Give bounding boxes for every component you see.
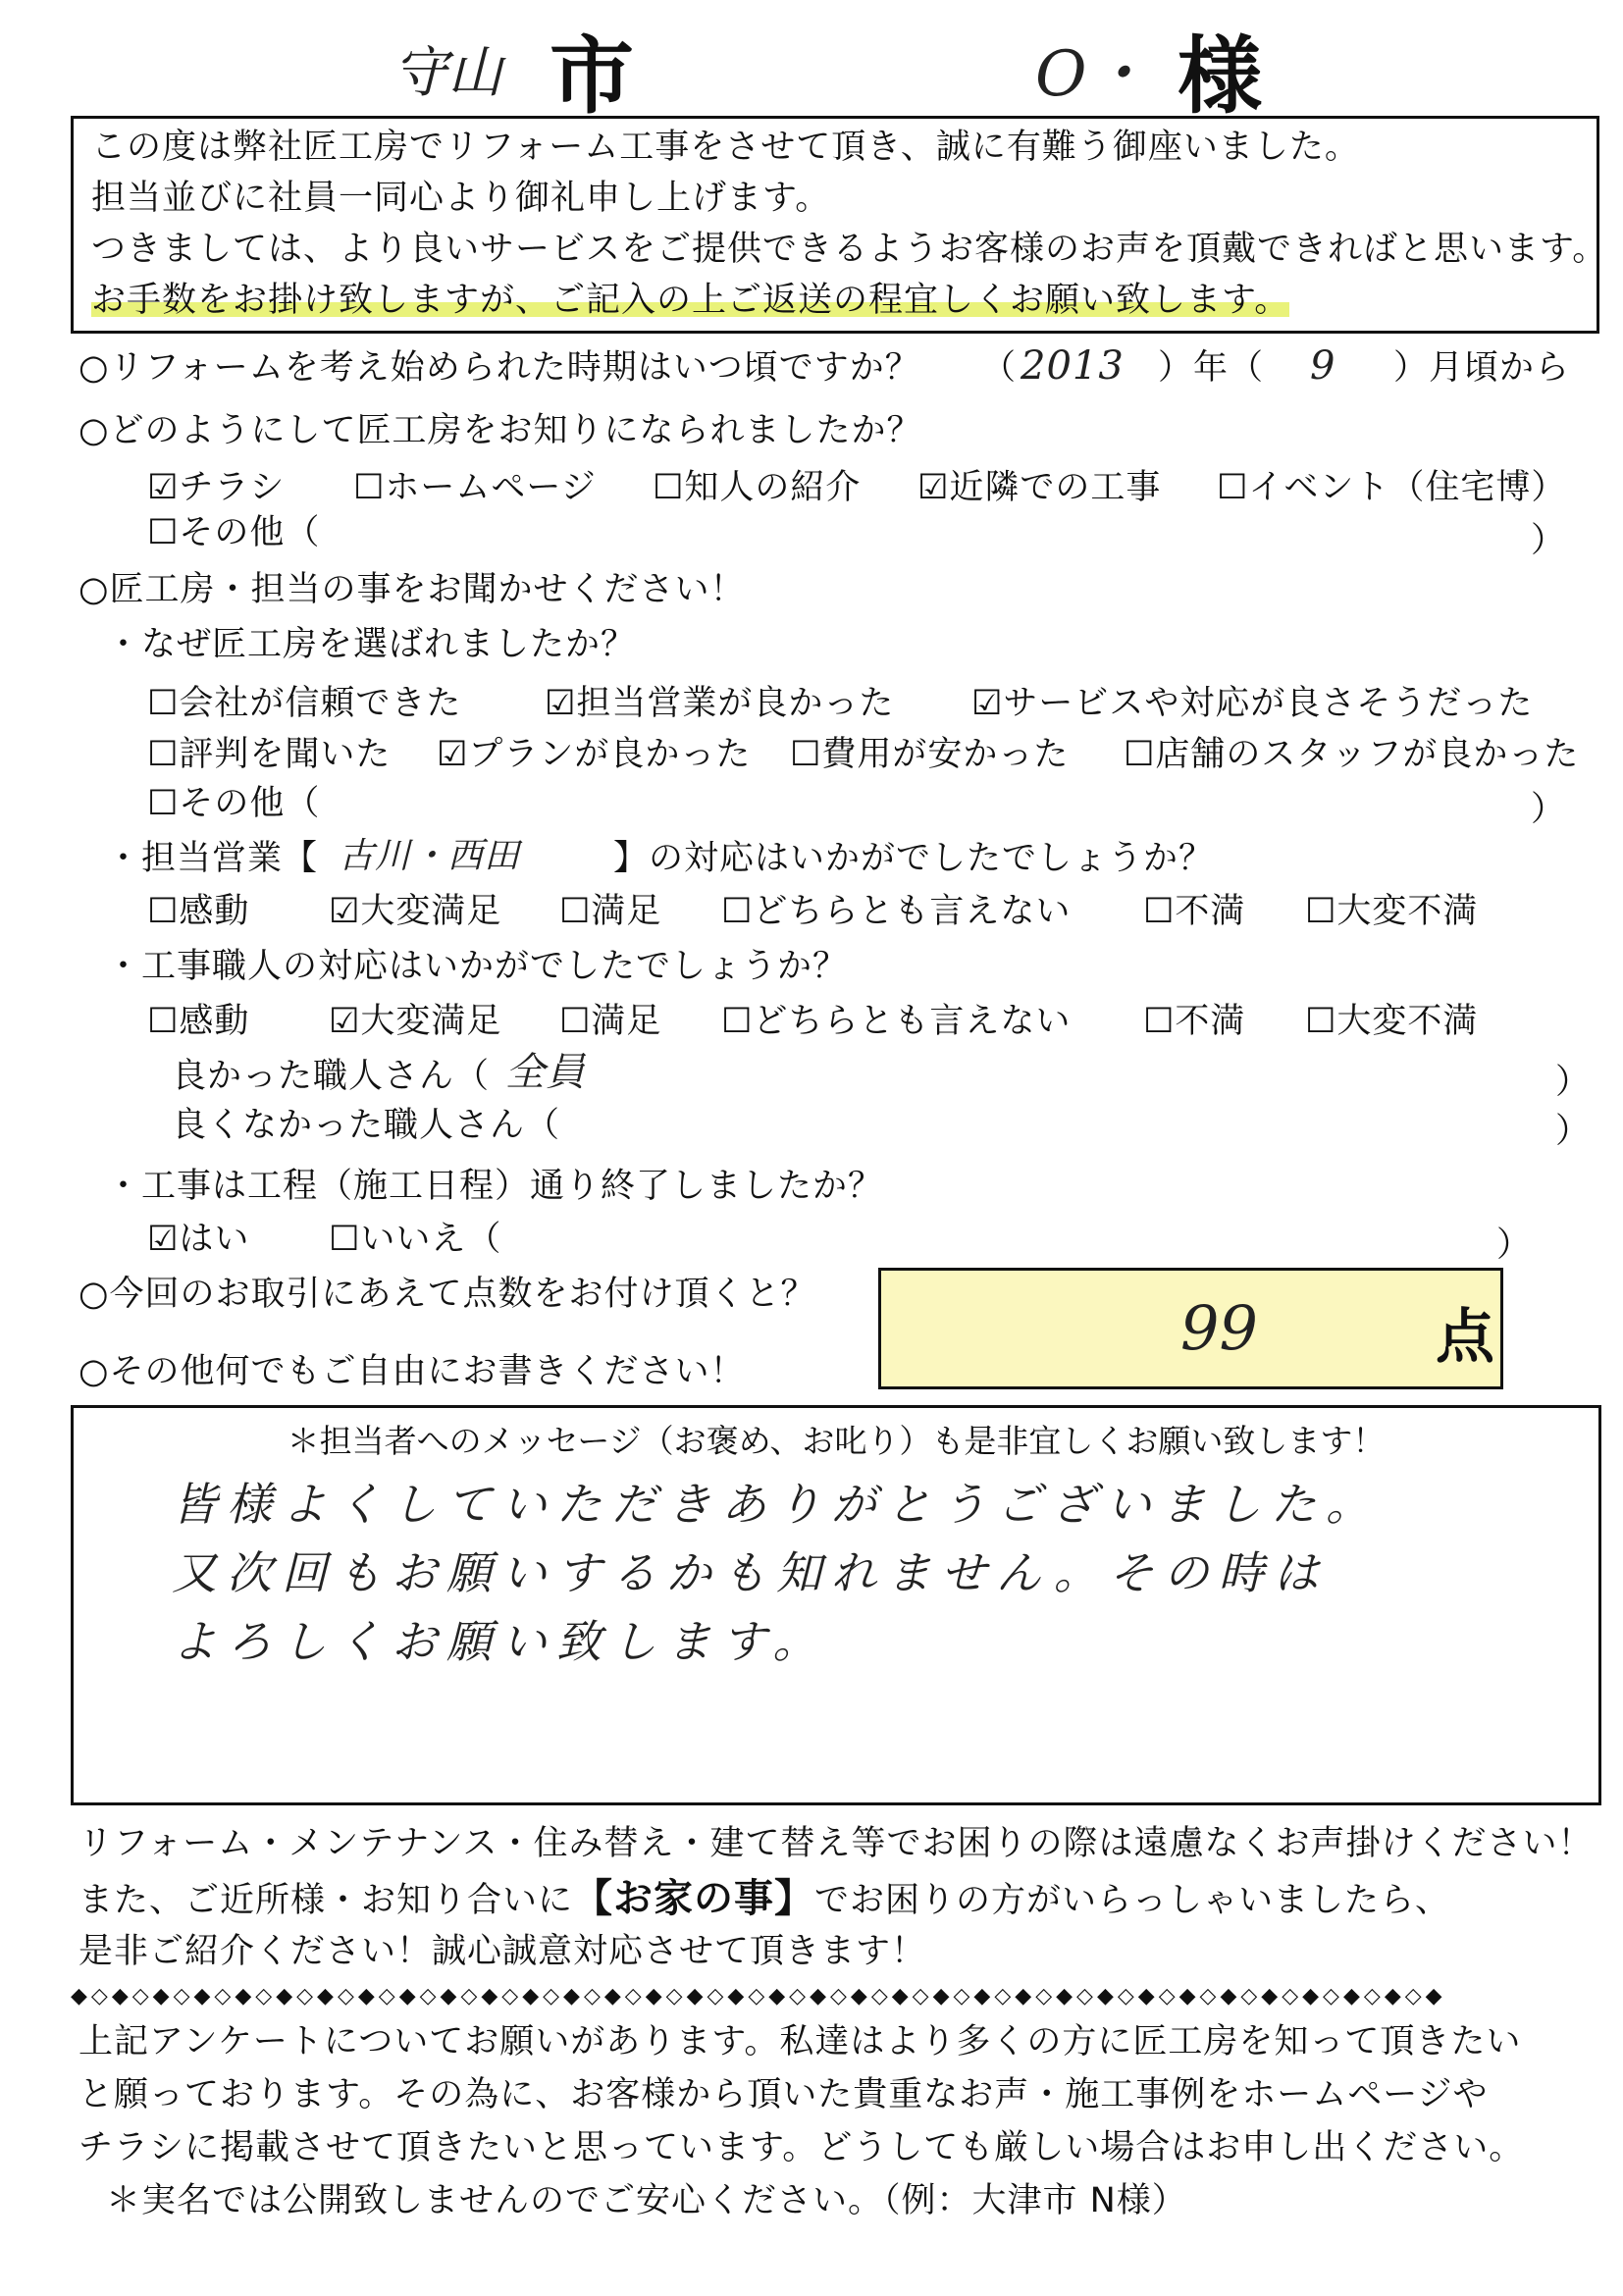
footer-line-1: リフォーム・メンテナンス・住み替え・建て替え等でお困りの際は遠慮なくお声掛けください！	[79, 1824, 1594, 1863]
intro-line-1: この度は弊社匠工房でリフォーム工事をさせて頂き、誠に有難う御座いました。	[91, 128, 1360, 167]
craft-question: ・工事職人の対応はいかがでしたでしょうか？	[106, 947, 849, 986]
checkbox-icon: ☐	[147, 513, 180, 552]
footer-line-2-post: でお困りの方がいらっしゃいましたら、	[814, 1881, 1451, 1920]
message-line-2: 又次回もお願いするかも知れません。その時は	[172, 1546, 1329, 1599]
craft-option-very-satisfied[interactable]	[329, 999, 501, 1044]
checkbox-checked-icon: ☑	[545, 684, 577, 723]
checkbox-icon: ☐	[721, 892, 754, 931]
checkbox-icon: ☐	[1143, 892, 1176, 931]
checkbox-icon: ☐	[1143, 1002, 1176, 1041]
why-option-reputation[interactable]	[147, 732, 391, 777]
q4-question: ○今回のお取引にあえて点数をお付け頂くと？	[79, 1275, 816, 1314]
footer-line-3: 是非ご紹介ください！誠心誠意対応させて頂きます！	[79, 1932, 927, 1971]
checkbox-checked-icon: ☑	[329, 1002, 361, 1041]
sales-suffix: 】の対応はいかがでしたでしょうか？	[613, 839, 1215, 878]
q1-month-label: ）月頃から	[1393, 348, 1571, 388]
checkbox-icon: ☐	[1305, 892, 1337, 931]
checkbox-checked-icon: ☑	[147, 1220, 180, 1259]
craft-option-satisfied[interactable]	[559, 999, 661, 1044]
q2-option-label: 知人の紹介	[684, 468, 862, 507]
craft-option-label: 不満	[1175, 1002, 1246, 1041]
q2-other-close: ）	[1531, 521, 1567, 560]
q2-option-homepage[interactable]	[353, 465, 597, 510]
why-option-service[interactable]	[971, 681, 1533, 726]
q2-option-flyer[interactable]	[147, 465, 285, 510]
craft-option-label: 満足	[591, 1002, 662, 1041]
checkbox-icon: ☐	[147, 1002, 180, 1041]
why-option-plan[interactable]	[437, 732, 751, 777]
intro-line-4: お手数をお掛け致しますが、ご記入の上ご返送の程宜しくお願い致します。	[91, 281, 1290, 320]
checkbox-icon: ☐	[559, 892, 592, 931]
city-suffix: 市	[550, 26, 634, 126]
footer-line-2	[79, 1876, 1450, 1923]
checkbox-icon: ☐	[147, 684, 180, 723]
good-craft-value[interactable]: 全員	[505, 1050, 586, 1095]
sales-option-label: どちらとも言えない	[753, 892, 1072, 931]
intro-box	[71, 116, 1608, 334]
why-option-label: 会社が信頼できた	[179, 684, 462, 723]
q1-year-label: ）年（	[1158, 348, 1265, 388]
craft-option-label: どちらとも言えない	[753, 1002, 1072, 1041]
intro-line-2: 担当並びに社員一同心より御礼申し上げます。	[91, 179, 831, 218]
why-option-label: 費用が安かった	[821, 735, 1070, 774]
q2-option-referral[interactable]	[653, 465, 861, 510]
craft-option-label: 感動	[179, 1002, 250, 1041]
footer-line-2-pre: また、ご近所様・お知り合いに	[79, 1881, 574, 1920]
message-box[interactable]	[71, 1405, 1601, 1805]
sales-option-very-satisfied[interactable]	[329, 889, 501, 934]
why-option-staff[interactable]	[1124, 732, 1579, 777]
checkbox-icon: ☐	[721, 1002, 754, 1041]
score-unit: 点	[1436, 1303, 1494, 1372]
good-craft-close: ）	[1555, 1063, 1592, 1102]
sales-option-very-dissatisfied[interactable]	[1305, 889, 1478, 934]
sales-option-label: 不満	[1175, 892, 1246, 931]
sales-option-dissatisfied[interactable]	[1143, 889, 1245, 934]
schedule-yes-label: はい	[179, 1220, 250, 1259]
notice-line-2: と願っております。その為に、お客様から頂いた貴重なお声・施工事例をホームページや	[79, 2075, 1489, 2114]
q1-year-value[interactable]: 2013	[1021, 343, 1125, 389]
sales-option-label: 感動	[179, 892, 250, 931]
why-option-cost[interactable]	[790, 732, 1069, 777]
sales-option-satisfied[interactable]	[559, 889, 661, 934]
q1-question: ○リフォームを考え始められた時期はいつ頃ですか？	[79, 348, 920, 388]
q2-option-label: ホームページ	[385, 468, 597, 507]
sales-option-label: 満足	[591, 892, 662, 931]
q5-question: ○その他何でもご自由にお書きください！	[79, 1352, 746, 1391]
q2-option-label: 近隣での工事	[949, 468, 1162, 507]
schedule-question: ・工事は工程（施工日程）通り終了しましたか？	[106, 1167, 884, 1206]
q2-option-nearby-work[interactable]	[917, 465, 1161, 510]
q2-option-label: イベント（住宅博）	[1248, 468, 1567, 507]
craft-option-moved[interactable]	[147, 999, 249, 1044]
checkbox-icon: ☐	[147, 784, 180, 823]
why-option-trust[interactable]	[147, 681, 461, 726]
sales-name-handwritten[interactable]: 古川・西田	[339, 836, 521, 876]
q2-option-other[interactable]	[147, 510, 320, 555]
why-option-sales[interactable]	[545, 681, 894, 726]
checkbox-checked-icon: ☑	[437, 735, 469, 774]
sales-option-moved[interactable]	[147, 889, 249, 934]
craft-option-label: 大変満足	[360, 1002, 502, 1041]
craft-option-neutral[interactable]	[721, 999, 1071, 1044]
intro-line-3: つきましては、より良いサービスをご提供できるようお客様のお声を頂戴できればと思います。	[91, 230, 1608, 269]
checkbox-icon: ☐	[147, 892, 180, 931]
score-value: 99	[1180, 1292, 1258, 1364]
checkbox-checked-icon: ☑	[971, 684, 1004, 723]
why-option-label: プランが良かった	[468, 735, 752, 774]
bad-craft-label: 良くなかった職人さん（	[172, 1106, 561, 1145]
checkbox-icon: ☐	[1305, 1002, 1337, 1041]
checkbox-checked-icon: ☑	[329, 892, 361, 931]
diamond-divider: ◆◇◆◇◆◇◆◇◆◇◆◇◆◇◆◇◆◇◆◇◆◇◆◇◆◇◆◇◆◇◆◇◆◇◆◇◆◇◆◇◆◇◆◇◆◇◆◇◆◇◆◇◆◇◆◇◆◇◆◇◆◇◆◇◆◇◆	[71, 1984, 1446, 2009]
schedule-no-close: ）	[1496, 1226, 1533, 1265]
notice-line-4: ＊実名では公開致しませんのでご安心ください。（例：大津市 N様）	[106, 2181, 1187, 2220]
why-option-label: 評判を聞いた	[179, 735, 392, 774]
why-other-close: ）	[1531, 790, 1567, 829]
q1-open: （	[981, 348, 1018, 388]
notice-line-3: チラシに掲載させて頂きたいと思っています。どうしても厳しい場合はお申し出ください。	[79, 2128, 1525, 2167]
score-box[interactable]	[878, 1268, 1503, 1389]
honorific: 様	[1178, 26, 1262, 126]
why-option-label: サービスや対応が良さそうだった	[1003, 684, 1534, 723]
checkbox-icon: ☐	[353, 468, 386, 507]
checkbox-icon: ☐	[1124, 735, 1156, 774]
craft-option-very-dissatisfied[interactable]	[1305, 999, 1478, 1044]
schedule-option-no[interactable]	[329, 1217, 501, 1262]
sales-prefix: ・担当営業【	[106, 839, 319, 878]
q1-month-value[interactable]: 9	[1310, 343, 1336, 389]
checkbox-icon: ☐	[790, 735, 822, 774]
checkbox-icon: ☐	[147, 735, 180, 774]
craft-option-dissatisfied[interactable]	[1143, 999, 1245, 1044]
q2-other-label: その他（	[179, 513, 321, 552]
checkbox-icon: ☐	[653, 468, 685, 507]
why-other-label: その他（	[179, 784, 321, 823]
notice-line-1: 上記アンケートについてお願いがあります。私達はより多くの方に匠工房を知って頂きたい	[79, 2022, 1522, 2061]
message-line-1: 皆様よくしていただきありがとうございました。	[172, 1478, 1381, 1531]
checkbox-icon: ☐	[329, 1220, 361, 1259]
message-line-3: よろしくお願い致します。	[172, 1615, 828, 1668]
checkbox-checked-icon: ☑	[917, 468, 950, 507]
craft-option-label: 大変不満	[1336, 1002, 1479, 1041]
customer-city-handwritten: 守山	[393, 41, 502, 105]
footer-bracket-text: 【お家の事】	[573, 1876, 815, 1921]
q3-section: ○匠工房・担当の事をお聞かせください！	[79, 570, 746, 609]
customer-name-handwritten: O・	[1035, 38, 1150, 111]
why-option-label: 担当営業が良かった	[576, 684, 895, 723]
q2-question: ○どのようにして匠工房をお知りになられましたか？	[79, 411, 922, 450]
sales-option-label: 大変満足	[360, 892, 502, 931]
message-box-header: ＊担当者へのメッセージ（お褒め、お叱り）も是非宜しくお願い致します！	[287, 1422, 1386, 1460]
q2-option-event[interactable]	[1217, 465, 1566, 510]
checkbox-icon: ☐	[559, 1002, 592, 1041]
q2-option-label: チラシ	[179, 468, 286, 507]
bad-craft-close: ）	[1555, 1112, 1592, 1151]
schedule-option-yes[interactable]	[147, 1217, 249, 1262]
sales-option-neutral[interactable]	[721, 889, 1071, 934]
why-option-label: 店舗のスタッフが良かった	[1155, 735, 1580, 774]
q3-why-question: ・なぜ匠工房を選ばれましたか？	[106, 625, 637, 664]
schedule-no-label: いいえ（	[360, 1220, 502, 1259]
why-option-other[interactable]	[147, 781, 320, 826]
good-craft-label: 良かった職人さん（	[172, 1057, 491, 1096]
sales-option-label: 大変不満	[1336, 892, 1479, 931]
checkbox-icon: ☐	[1217, 468, 1249, 507]
checkbox-checked-icon: ☑	[147, 468, 180, 507]
